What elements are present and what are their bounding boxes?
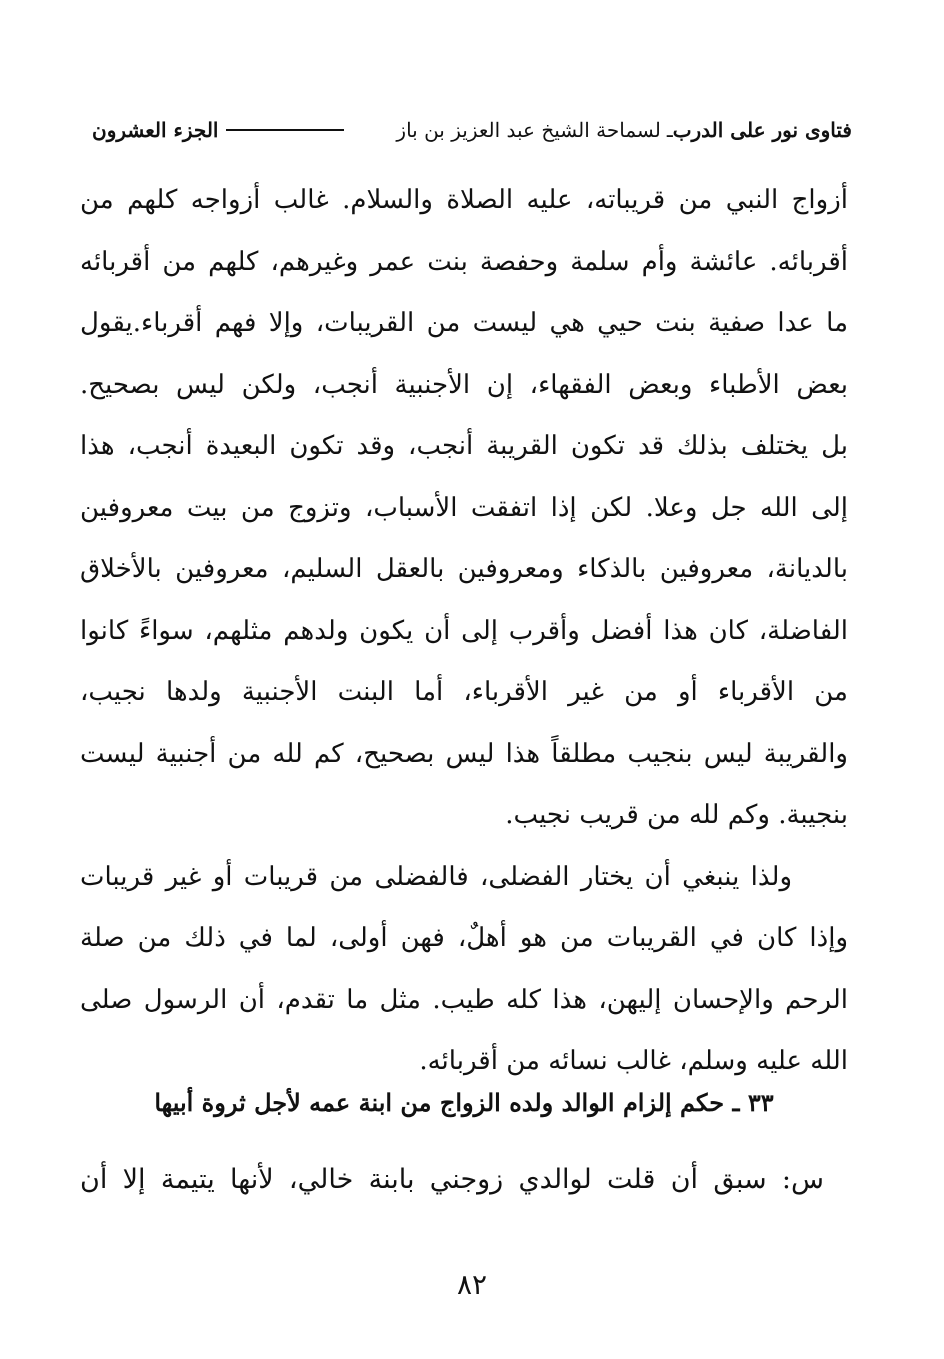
title-separator: ـ (666, 118, 673, 142)
text-line: الرحم والإحسان إليهن، هذا كله طيب. مثل ما تقدم، أن الرسول صلى (80, 984, 848, 1015)
volume-part: الجزء العشرون (92, 118, 219, 142)
author-name: لسماحة الشيخ عبد العزيز بن باز (396, 118, 661, 142)
text-line: من الأقرباء أو من غير الأقرباء، أما البنت الأجنبية ولدها نجيب، (80, 677, 848, 707)
text-line: الفاضلة، كان هذا أفضل وأقرب إلى أن يكون ولدهم مثلهم، سواءً كانوا (80, 615, 848, 646)
section-heading: ٣٣ ـ حكم إلزام الوالد ولده الزواج من ابنة عمه لأجل ثروة أبيها (154, 1088, 774, 1117)
text-line: أقربائه. عائشة وأم سلمة وحفصة بنت عمر وغيرهم، كلهم من أقربائه (80, 246, 848, 277)
text-line: بالديانة، معروفين بالذكاء ومعروفين بالعقل السليم، معروفين بالأخلاق (80, 554, 848, 584)
page-number: ٨٢ (456, 1268, 488, 1301)
question-text: س: سبق أن قلت لوالدي زوجني بابنة خالي، لأنها يتيمة إلا أن (80, 1164, 824, 1195)
text-line: أزواج النبي من قريباته، عليه الصلاة والسلام. غالب أزواجه كلهم من (80, 185, 848, 215)
text-line: ما عدا صفية بنت حيي هي ليست من القريبات، وإلا فهم أقرباء.يقول (80, 308, 848, 338)
header-rule (226, 129, 344, 131)
text-line: بل يختلف بذلك قد تكون القريبة أنجب، وقد تكون البعيدة أنجب، هذا (80, 431, 848, 461)
text-line: بنجيبة. وكم لله من قريب نجيب. (505, 800, 848, 830)
header-title-group (396, 118, 852, 142)
book-title: فتاوى نور على الدرب (672, 118, 852, 142)
text-line: وإذا كان في القريبات من هو أهلٌ، فهن أولى، لما في ذلك من صلة (80, 923, 848, 953)
text-line: والقريبة ليس بنجيب مطلقاً هذا ليس بصحيح، كم لله من أجنبية ليست (80, 738, 848, 769)
header-part-group (92, 118, 354, 142)
text-line: الله عليه وسلم، غالب نسائه من أقربائه. (419, 1046, 848, 1076)
body-text (80, 170, 848, 1093)
running-header (92, 112, 852, 148)
text-line: ولذا ينبغي أن يختار الفضلى، فالفضلى من قريبات أو غير قريبات (80, 861, 792, 892)
text-line: بعض الأطباء وبعض الفقهاء، إن الأجنبية أنجب، ولكن ليس بصحيح. (80, 369, 848, 400)
text-line: إلى الله جل وعلا. لكن إذا اتفقت الأسباب، وتزوج من بيت معروفين (80, 492, 848, 523)
